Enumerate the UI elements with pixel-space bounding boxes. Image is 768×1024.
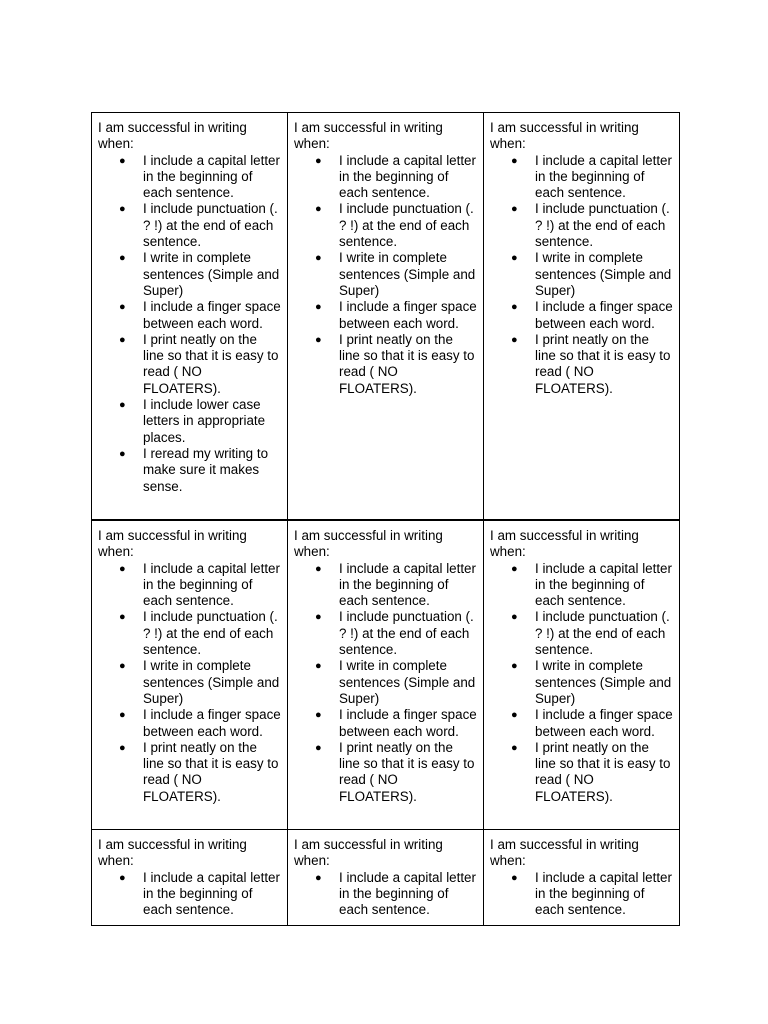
list-item-text: I include punctuation (. ? !) at the end of each sentence. <box>143 201 278 250</box>
list-item <box>315 152 477 202</box>
list-item <box>119 152 281 202</box>
bullet-icon: ● <box>511 252 518 265</box>
list-item <box>315 299 477 332</box>
list-item <box>511 869 673 919</box>
list-item-text: I reread my writing to make sure it makes sense. <box>143 445 269 494</box>
criteria-list <box>490 870 673 919</box>
list-item-text: I write in complete sentences (Simple and Super) <box>339 658 476 706</box>
cell-heading: I am successful in writing when: <box>98 837 247 869</box>
checklist-cell <box>484 520 680 830</box>
criteria-list <box>294 870 477 919</box>
bullet-icon: ● <box>511 871 518 884</box>
list-item-text: I include a capital letter in the beginning of each sentence. <box>143 152 280 201</box>
list-item <box>511 739 673 805</box>
list-item-text: I include a capital letter in the beginning of each sentence. <box>339 560 476 609</box>
bullet-icon: ● <box>511 562 518 575</box>
checklist-cell <box>92 830 288 926</box>
list-item-text: I include a finger space between each word. <box>535 707 673 739</box>
bullet-icon: ● <box>315 154 322 167</box>
list-item <box>119 869 281 919</box>
list-item <box>315 250 477 299</box>
list-item-text: I include a capital letter in the beginning of each sentence. <box>143 869 280 918</box>
checklist-table <box>91 112 680 926</box>
bullet-icon: ● <box>315 709 322 722</box>
list-item-text: I print neatly on the line so that it is easy to read ( NO FLOATERS). <box>535 331 671 396</box>
list-item-text: I write in complete sentences (Simple and Super) <box>339 250 476 298</box>
bullet-icon: ● <box>119 447 126 460</box>
checklist-cell <box>484 830 680 926</box>
list-item-text: I include a finger space between each word. <box>535 299 673 331</box>
checklist-cell <box>288 113 484 521</box>
list-item-text: I include a finger space between each word. <box>339 707 477 739</box>
bullet-icon: ● <box>119 252 126 265</box>
list-item-text: I include a finger space between each word. <box>339 299 477 331</box>
bullet-icon: ● <box>119 203 126 216</box>
checklist-cell <box>288 830 484 926</box>
cell-heading: I am successful in writing when: <box>98 528 247 560</box>
bullet-icon: ● <box>119 871 126 884</box>
table-row <box>92 520 680 830</box>
bullet-icon: ● <box>511 741 518 754</box>
list-item-text: I include a finger space between each word. <box>143 299 281 331</box>
list-item <box>511 609 673 658</box>
list-item-text: I print neatly on the line so that it is easy to read ( NO FLOATERS). <box>339 331 475 396</box>
cell-heading: I am successful in writing when: <box>490 120 639 152</box>
list-item <box>315 658 477 707</box>
criteria-list <box>98 561 281 805</box>
bullet-icon: ● <box>119 301 126 314</box>
table-row <box>92 830 680 926</box>
list-item <box>315 609 477 658</box>
list-item <box>119 658 281 707</box>
list-item-text: I print neatly on the line so that it is easy to read ( NO FLOATERS). <box>339 739 475 804</box>
checklist-cell <box>288 520 484 830</box>
list-item <box>511 201 673 250</box>
bullet-icon: ● <box>119 333 126 346</box>
bullet-icon: ● <box>119 611 126 624</box>
list-item <box>511 560 673 610</box>
list-item-text: I write in complete sentences (Simple and Super) <box>143 658 280 706</box>
list-item-text: I include a capital letter in the beginning of each sentence. <box>339 152 476 201</box>
list-item-text: I print neatly on the line so that it is easy to read ( NO FLOATERS). <box>535 739 671 804</box>
cell-heading: I am successful in writing when: <box>294 528 443 560</box>
bullet-icon: ● <box>511 333 518 346</box>
checklist-cell <box>484 113 680 521</box>
table-row <box>92 113 680 521</box>
bullet-icon: ● <box>119 709 126 722</box>
criteria-list <box>294 561 477 805</box>
criteria-list <box>294 153 477 397</box>
list-item <box>315 707 477 740</box>
list-item-text: I include punctuation (. ? !) at the end of each sentence. <box>143 609 278 658</box>
list-item-text: I include a finger space between each word. <box>143 707 281 739</box>
list-item <box>315 331 477 397</box>
list-item <box>511 299 673 332</box>
cell-heading: I am successful in writing when: <box>490 837 639 869</box>
bullet-icon: ● <box>511 154 518 167</box>
bullet-icon: ● <box>119 154 126 167</box>
bullet-icon: ● <box>511 709 518 722</box>
list-item <box>511 331 673 397</box>
list-item-text: I write in complete sentences (Simple and Super) <box>535 658 672 706</box>
bullet-icon: ● <box>315 660 322 673</box>
criteria-list <box>98 153 281 495</box>
bullet-icon: ● <box>511 203 518 216</box>
cell-heading: I am successful in writing when: <box>294 837 443 869</box>
list-item-text: I print neatly on the line so that it is easy to read ( NO FLOATERS). <box>143 739 279 804</box>
cell-heading: I am successful in writing when: <box>98 120 247 152</box>
bullet-icon: ● <box>315 741 322 754</box>
list-item-text: I print neatly on the line so that it is easy to read ( NO FLOATERS). <box>143 331 279 396</box>
bullet-icon: ● <box>315 611 322 624</box>
list-item-text: I write in complete sentences (Simple and Super) <box>143 250 280 298</box>
list-item <box>315 201 477 250</box>
bullet-icon: ● <box>315 333 322 346</box>
list-item <box>315 869 477 919</box>
list-item <box>119 299 281 332</box>
list-item <box>119 250 281 299</box>
list-item <box>119 445 281 495</box>
bullet-icon: ● <box>315 562 322 575</box>
cell-heading: I am successful in writing when: <box>490 528 639 560</box>
list-item-text: I include a capital letter in the beginning of each sentence. <box>535 152 672 201</box>
criteria-list <box>490 561 673 805</box>
list-item-text: I include a capital letter in the beginning of each sentence. <box>339 869 476 918</box>
list-item <box>119 739 281 805</box>
bullet-icon: ● <box>511 611 518 624</box>
list-item-text: I include punctuation (. ? !) at the end of each sentence. <box>339 201 474 250</box>
criteria-list <box>98 870 281 919</box>
criteria-list <box>490 153 673 397</box>
list-item-text: I write in complete sentences (Simple and Super) <box>535 250 672 298</box>
list-item <box>511 707 673 740</box>
list-item <box>119 560 281 610</box>
bullet-icon: ● <box>315 203 322 216</box>
list-item-text: I include lower case letters in appropriate places. <box>143 397 266 445</box>
list-item <box>119 201 281 250</box>
bullet-icon: ● <box>119 660 126 673</box>
list-item-text: I include a capital letter in the beginning of each sentence. <box>143 560 280 609</box>
bullet-icon: ● <box>119 399 126 412</box>
list-item <box>511 152 673 202</box>
list-item-text: I include a capital letter in the beginning of each sentence. <box>535 869 672 918</box>
checklist-cell <box>92 113 288 521</box>
list-item <box>119 331 281 397</box>
cell-heading: I am successful in writing when: <box>294 120 443 152</box>
list-item <box>315 560 477 610</box>
list-item <box>511 250 673 299</box>
list-item <box>119 707 281 740</box>
bullet-icon: ● <box>119 741 126 754</box>
list-item-text: I include punctuation (. ? !) at the end of each sentence. <box>535 609 670 658</box>
bullet-icon: ● <box>315 252 322 265</box>
checklist-cell <box>92 520 288 830</box>
list-item <box>119 397 281 446</box>
bullet-icon: ● <box>511 301 518 314</box>
list-item-text: I include a capital letter in the beginning of each sentence. <box>535 560 672 609</box>
bullet-icon: ● <box>315 301 322 314</box>
list-item <box>511 658 673 707</box>
list-item-text: I include punctuation (. ? !) at the end of each sentence. <box>535 201 670 250</box>
list-item-text: I include punctuation (. ? !) at the end of each sentence. <box>339 609 474 658</box>
list-item <box>315 739 477 805</box>
bullet-icon: ● <box>315 871 322 884</box>
bullet-icon: ● <box>511 660 518 673</box>
bullet-icon: ● <box>119 562 126 575</box>
list-item <box>119 609 281 658</box>
